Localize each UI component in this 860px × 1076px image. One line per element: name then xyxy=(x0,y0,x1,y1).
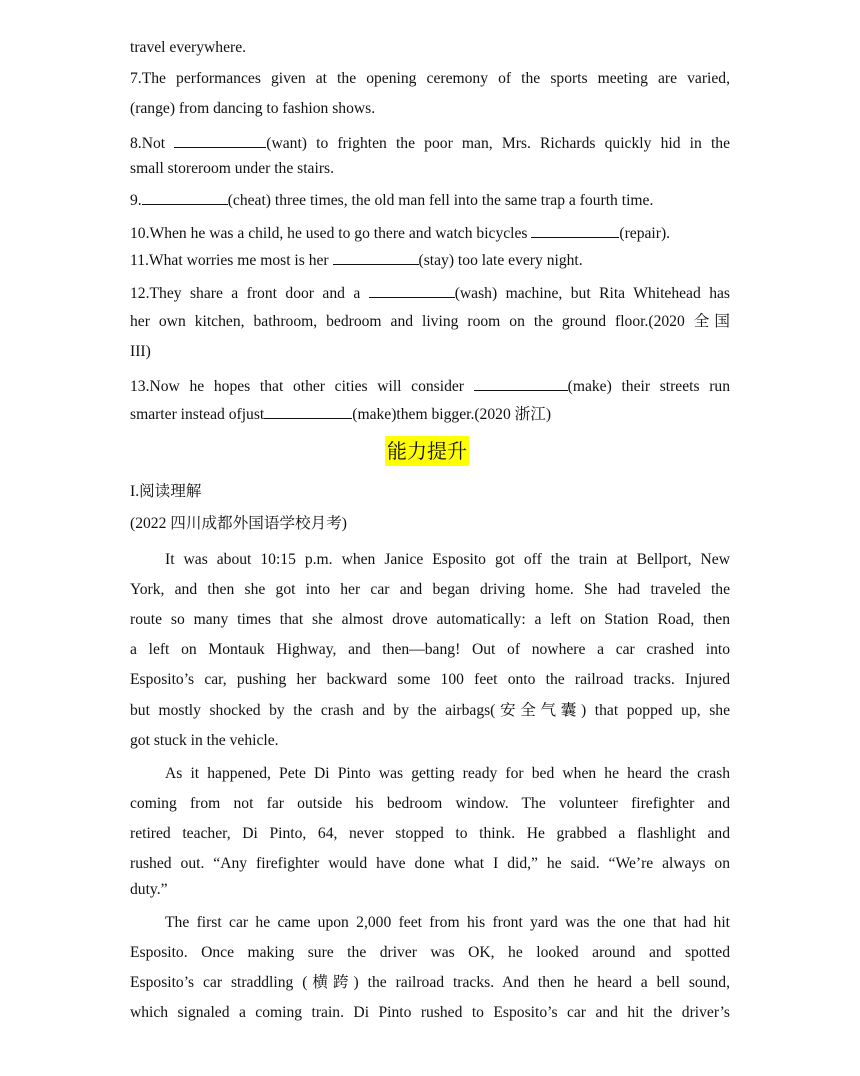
passage-line: coming from not far outside his bedroom window. The volunteer firefighter and xyxy=(130,795,730,812)
exercise-7-line-1: 7.The performances given at the opening ceremony of the sports meeting are varied, xyxy=(130,70,730,87)
passage-line: but mostly shocked by the crash and by the airbags(安全气囊) that popped up, she xyxy=(130,702,730,719)
passage-line: Esposito. Once making sure the driver was OK, he looked around and spotted xyxy=(130,944,730,961)
passage-line: which signaled a coming train. Di Pinto rushed to Esposito’s car and hit the driver’s xyxy=(130,1004,730,1021)
answer-blank[interactable] xyxy=(474,375,568,391)
exercise-13-prefix: 13.Now he hopes that other cities will consider xyxy=(130,378,474,395)
exercise-11 xyxy=(130,249,730,271)
exercise-13-line-1 xyxy=(130,375,730,397)
exercise-11-prefix: 11.What worries me most is her xyxy=(130,252,333,269)
exercise-9-suffix: (cheat) three times, the old man fell into the same trap a fourth time. xyxy=(227,192,654,209)
exercise-12-line-2: her own kitchen, bathroom, bedroom and living room on the ground floor.(2020 全国 xyxy=(130,313,730,330)
exercise-12-suffix: (wash) machine, but Rita Whitehead has xyxy=(454,285,730,302)
exercise-12-line-1 xyxy=(130,282,730,304)
answer-blank[interactable] xyxy=(531,222,619,238)
exercise-12-prefix: 12.They share a front door and a xyxy=(130,285,369,302)
exercise-10-suffix: (repair). xyxy=(619,225,671,242)
passage-line: The first car he came upon 2,000 feet from his front yard was the one that had hit xyxy=(165,914,730,931)
answer-blank[interactable] xyxy=(142,189,228,205)
reading-part-label: I.阅读理解 xyxy=(130,483,202,500)
passage-line: route so many times that she almost drove automatically: a left on Station Road, then xyxy=(130,611,730,628)
passage-line: It was about 10:15 p.m. when Janice Esposito got off the train at Bellport, New xyxy=(165,551,730,568)
answer-blank[interactable] xyxy=(264,403,352,419)
exercise-13-suffix: (make) their streets run xyxy=(567,378,730,395)
exercise-carry-line: travel everywhere. xyxy=(130,39,247,56)
exercise-8-suffix: (want) to frighten the poor man, Mrs. Richards quickly hid in the xyxy=(266,135,731,152)
exercise-13-line-2-prefix: smarter instead ofjust xyxy=(130,406,265,423)
exercise-8-prefix: 8.Not xyxy=(130,135,175,152)
answer-blank[interactable] xyxy=(333,249,419,265)
passage-line: rushed out. “Any firefighter would have done what I did,” he said. “We’re always on xyxy=(130,855,730,872)
exercise-8-line-2: small storeroom under the stairs. xyxy=(130,160,334,177)
answer-blank[interactable] xyxy=(369,282,455,298)
exercise-9 xyxy=(130,189,730,211)
passage-line: a left on Montauk Highway, and then—bang! Out of nowhere a car crashed into xyxy=(130,641,730,658)
exercise-8-line-1 xyxy=(130,132,730,154)
exercise-13-line-2-suffix: (make)them bigger.(2020 浙江) xyxy=(352,406,552,423)
passage-line: retired teacher, Di Pinto, 64, never stopped to think. He grabbed a flashlight and xyxy=(130,825,730,842)
passage-line: Esposito’s car, pushing her backward some 100 feet onto the railroad tracks. Injured xyxy=(130,671,730,688)
exercise-9-prefix: 9. xyxy=(130,192,142,209)
exercise-10-prefix: 10.When he was a child, he used to go there and watch bicycles xyxy=(130,225,532,242)
passage-line: Esposito’s car straddling (横跨) the railroad tracks. And then he heard a bell sound, xyxy=(130,974,730,991)
passage-line: As it happened, Pete Di Pinto was getting ready for bed when he heard the crash xyxy=(165,765,730,782)
passage-line: duty.” xyxy=(130,881,168,898)
exercise-13-line-2 xyxy=(130,403,730,425)
exercise-10 xyxy=(130,222,730,244)
section-heading: 能力提升 xyxy=(385,436,469,466)
reading-source: (2022 四川成都外国语学校月考) xyxy=(130,515,348,532)
exercise-12-line-3: III) xyxy=(130,343,151,360)
exercise-11-suffix: (stay) too late every night. xyxy=(418,252,583,269)
answer-blank[interactable] xyxy=(174,132,266,148)
passage-line: York, and then she got into her car and began driving home. She had traveled the xyxy=(130,581,730,598)
passage-line: got stuck in the vehicle. xyxy=(130,732,279,749)
exercise-7-line-2: (range) from dancing to fashion shows. xyxy=(130,100,376,117)
